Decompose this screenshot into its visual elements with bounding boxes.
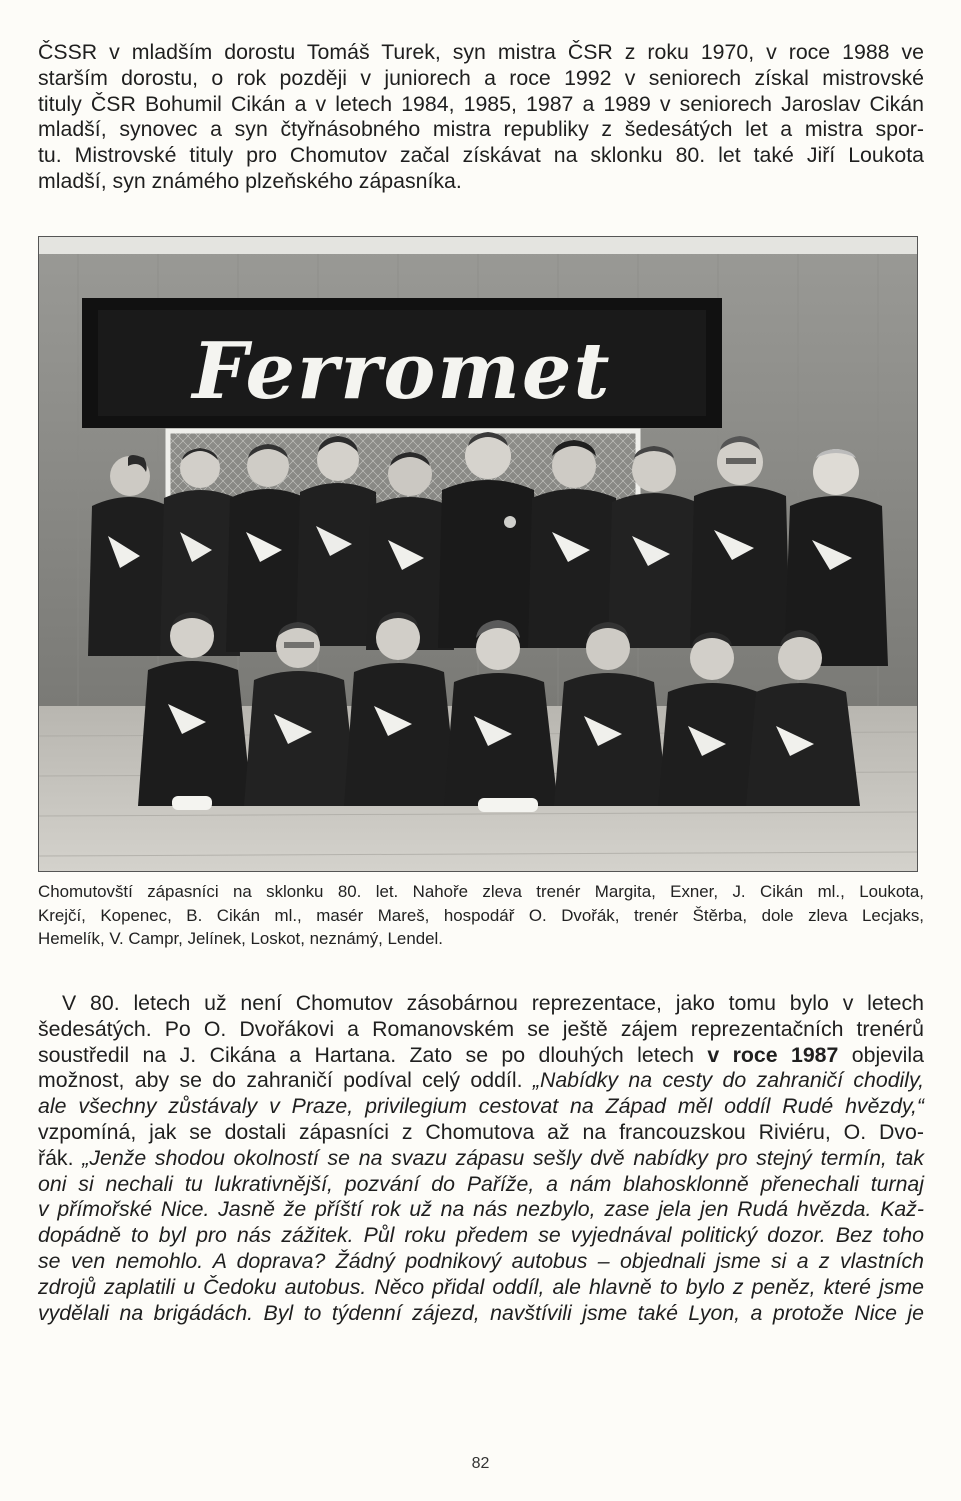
text-line	[38, 1068, 924, 1094]
photo-caption	[38, 880, 924, 951]
quote-segment: zdrojů zaplatili u Čedoku autobus. Něco přidal oddíl, ale hlavně to bylo z peněz, které jsme	[38, 1274, 924, 1299]
text-line	[38, 1249, 924, 1275]
text-segment: řák.	[38, 1145, 74, 1170]
quote-segment: se ven nemohlo. A doprava? Žádný podnikový autobus – objednali jsme si a z vlastních	[38, 1248, 924, 1273]
text-line: mladší, syn známého plzeňského zápasníka.	[38, 168, 462, 193]
text-line: V 80. letech už není Chomutov zásobárnou reprezentace, jako tomu bylo v letech	[62, 991, 924, 1015]
caption-line: Hemelík, V. Campr, Jelínek, Loskot, neznámý, Lendel.	[38, 929, 443, 948]
text-line: tu. Mistrovské tituly pro Chomutov začal získávat na sklonku 80. let také Jiří Loukota	[38, 143, 924, 168]
page-number: 82	[471, 1455, 490, 1472]
bold-year: v roce 1987	[707, 1042, 839, 1067]
text-line: šedesátých. Po O. Dvořákovi a Romanovském se ještě zájem reprezentačních trenérů	[38, 1016, 924, 1041]
text-segment: možnost, aby se do zahraničí podíval celý oddíl.	[38, 1068, 523, 1093]
text-line: tituly ČSR Bohumil Cikán a v letech 1984, 1985, 1987 a 1989 v seniorech Jaroslav Cikán	[38, 91, 924, 116]
quote-segment: vydělali na brigádách. Byl to týdenní zájezd, navštívili jsme také Lyon, a protože Nice je	[38, 1300, 924, 1325]
text-line	[38, 1275, 924, 1301]
text-line	[38, 1301, 924, 1327]
main-paragraph	[38, 991, 924, 1326]
quote-segment: oni si nechali tu lukrativnější, pozvání do Paříže, a nám blahosklonně přenechali turnaj	[38, 1171, 924, 1196]
text-line: starším dorostu, o rok později v juniorech a roce 1992 v seniorech získal mistrovské	[38, 65, 924, 90]
quote-segment: dopádně to byl pro nás zážitek. Půl roku předem se vyjednával politický dozor. Bez toho	[38, 1223, 924, 1248]
text-line	[38, 1223, 924, 1249]
text-line	[38, 1043, 924, 1069]
quote-segment: ale všechny zůstávaly v Praze, privilegium cestovat na Západ měl oddíl Rudé hvězdy,“	[38, 1094, 924, 1119]
text-line	[38, 1146, 924, 1172]
text-line	[38, 1197, 924, 1223]
text-line	[38, 1094, 924, 1120]
banner-text: Ferromet	[192, 326, 612, 417]
text-segment: soustředil na J. Cikána a Hartana. Zato se po dlouhých letech	[38, 1042, 694, 1067]
quote-segment: v přímořské Nice. Jasně že příští rok už na nás nezbylo, zase jela jen Rudá hvězda. Kaž-	[38, 1197, 924, 1222]
quote-segment: „Jenže shodou okolností se na svazu zápasu sešly dvě nabídky pro stejný termín, tak	[82, 1145, 924, 1170]
team-photo	[38, 236, 918, 872]
quote-segment: „Nabídky na cesty do zahraničí chodily,	[532, 1068, 924, 1093]
caption-line: Chomutovští zápasníci na sklonku 80. let. Nahoře zleva trenér Margita, Exner, J. Cikán ml., Loukota,	[38, 882, 924, 901]
team-photo-illustration	[38, 236, 918, 872]
text-segment: objevila	[851, 1042, 924, 1067]
top-paragraph	[38, 40, 924, 195]
text-line: ČSSR v mladším dorostu Tomáš Turek, syn mistra ČSR z roku 1970, v roce 1988 ve	[38, 40, 924, 64]
text-line: vzpomíná, jak se dostali zápasníci z Chomutova až na francouzskou Riviéru, O. Dvo-	[38, 1119, 924, 1144]
caption-line: Krejčí, Kopenec, B. Cikán ml., masér Mareš, hospodář O. Dvořák, trenér Štěrba, dole zleva Lecjaks,	[38, 905, 924, 925]
text-line	[38, 1172, 924, 1198]
text-line: mladší, synovec a syn čtyřnásobného mistra republiky z šedesátých let a mistra spor-	[38, 117, 924, 142]
